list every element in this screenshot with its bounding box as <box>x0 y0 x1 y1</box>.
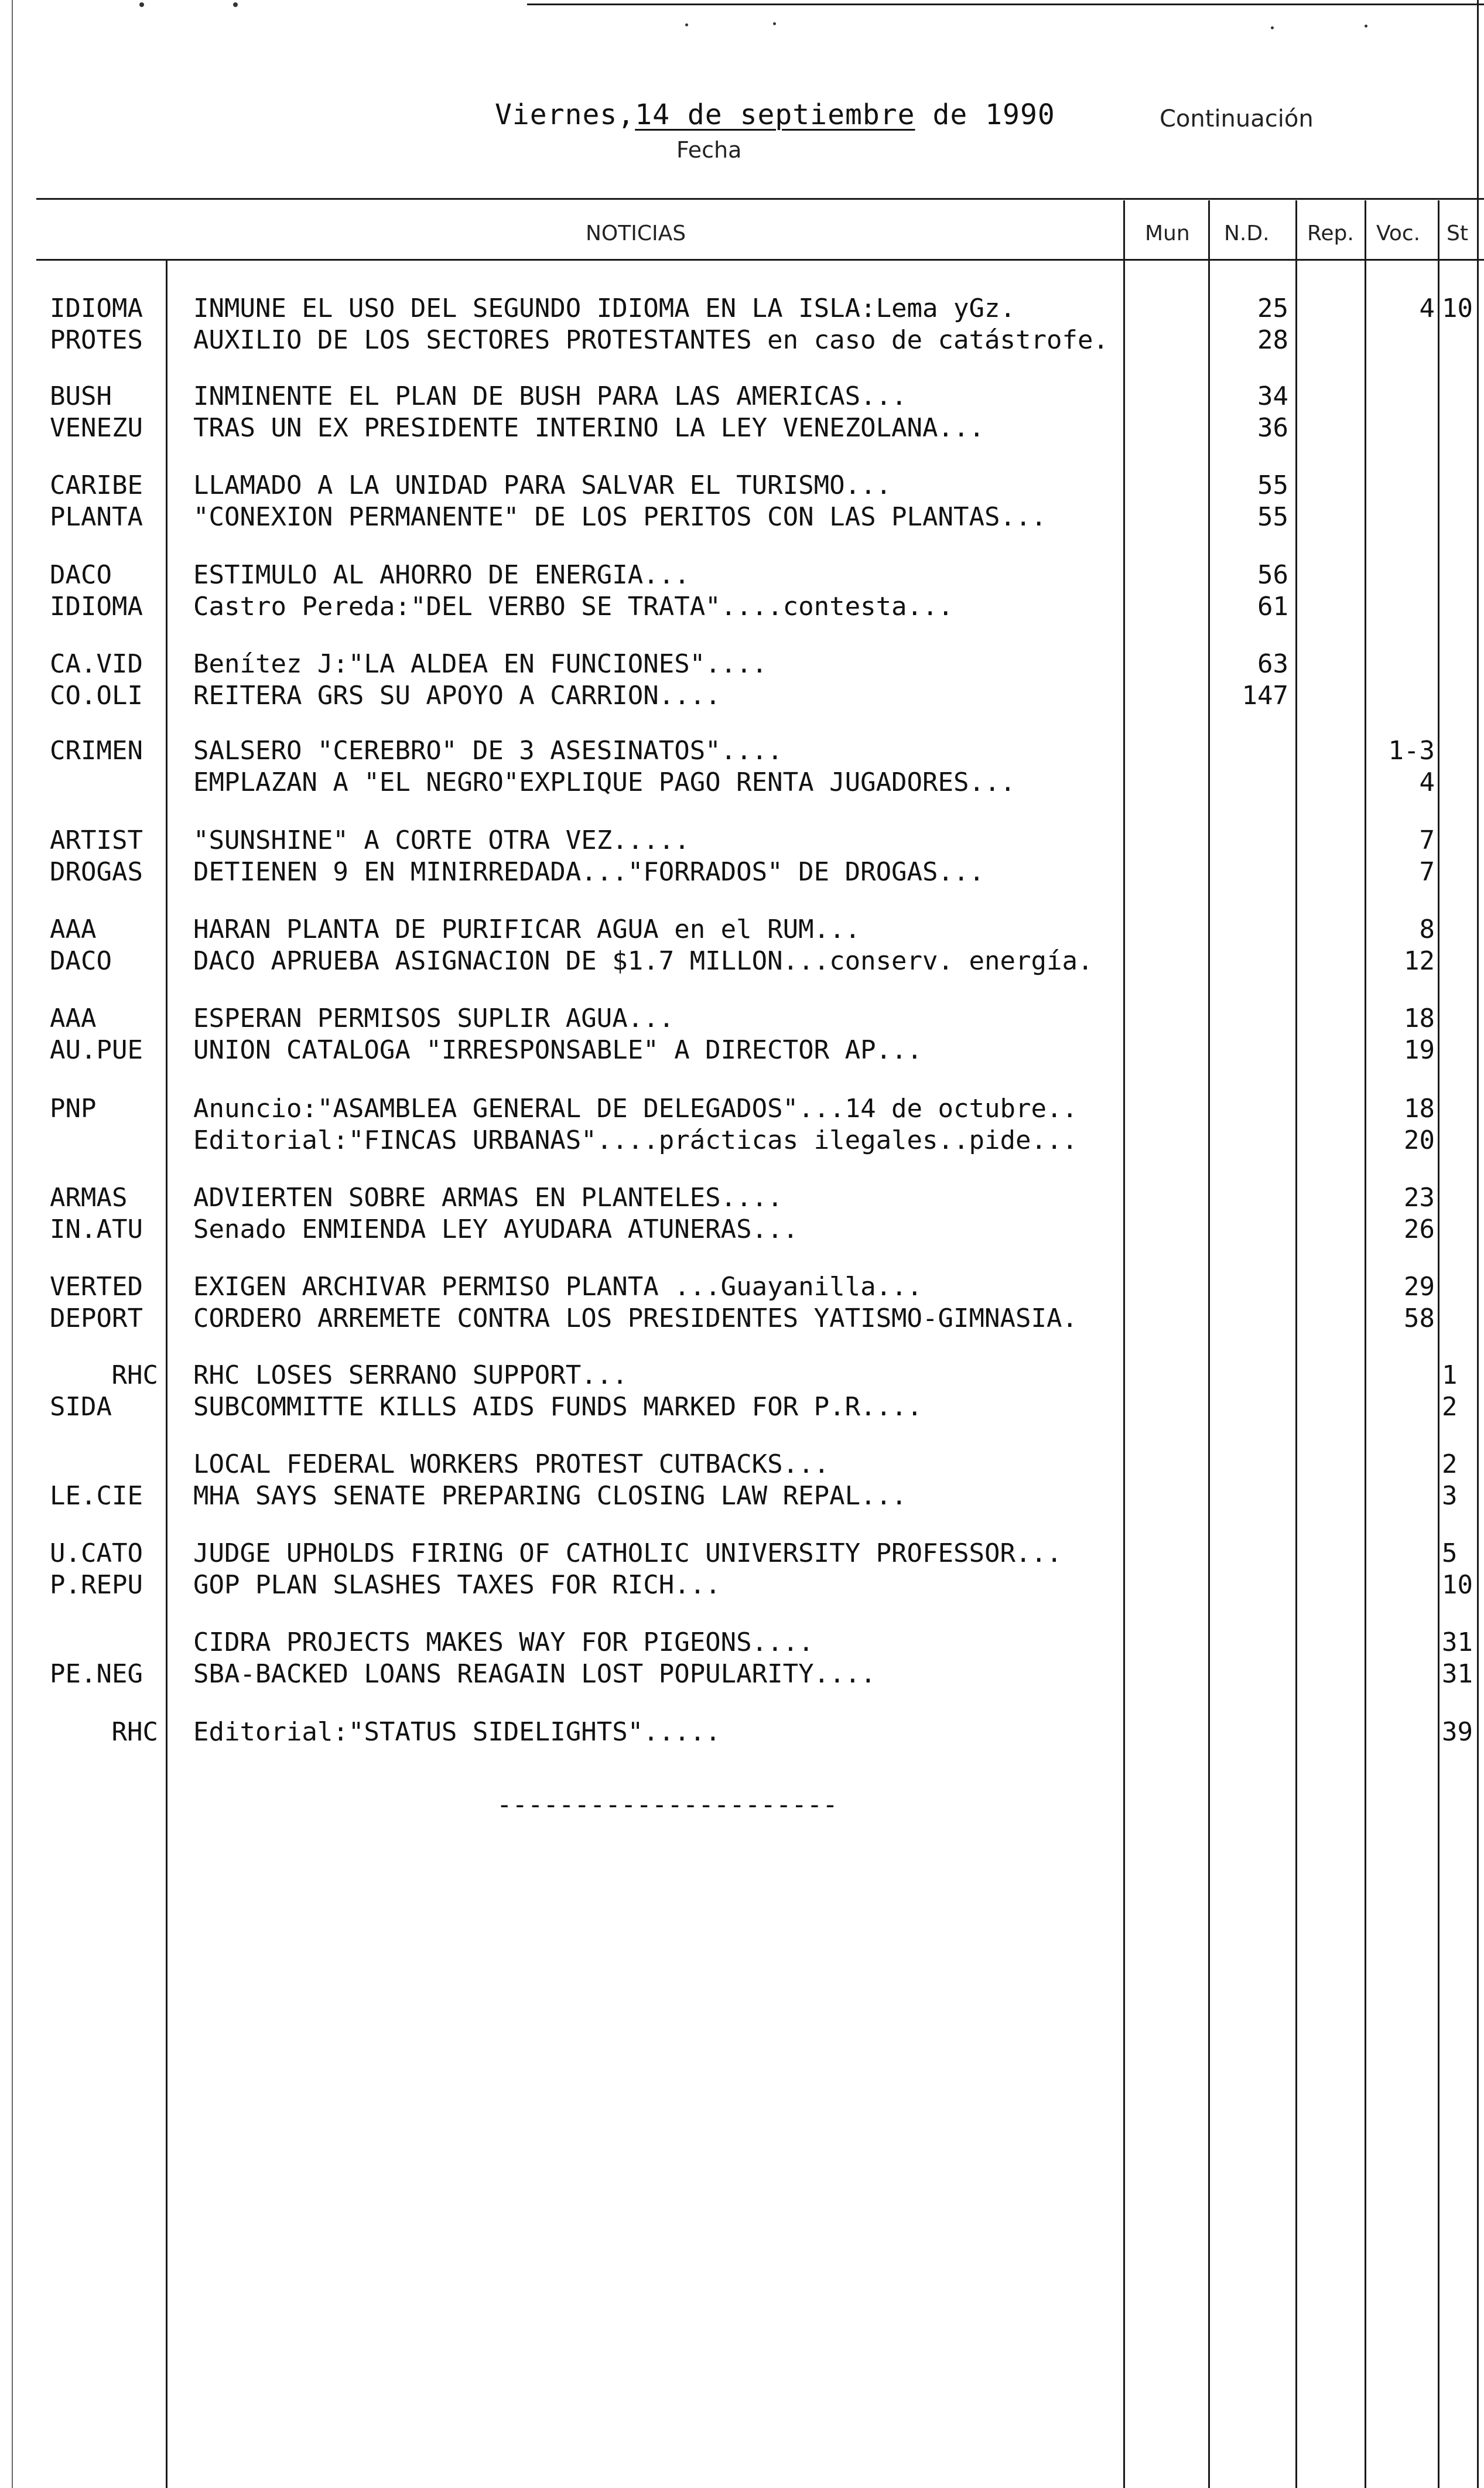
col-header-rep: Rep. <box>1307 221 1354 245</box>
row-headline: HARAN PLANTA DE PURIFICAR AGUA en el RUM... <box>193 914 861 944</box>
row-headline: Editorial:"FINCAS URBANAS"....prácticas ilegales..pide... <box>193 1125 1078 1155</box>
row-headline: Castro Pereda:"DEL VERBO SE TRATA"....contesta... <box>193 592 954 622</box>
row-voc-value: 4 <box>1419 767 1435 797</box>
row-code: AAA <box>50 1004 97 1033</box>
table-row <box>0 381 1484 412</box>
row-code: CA.VID <box>50 649 143 679</box>
row-st-value: 31 <box>1442 1627 1473 1657</box>
row-headline: SBA-BACKED LOANS REAGAIN LOST POPULARITY.... <box>193 1659 876 1689</box>
table-header-rule <box>36 259 1484 261</box>
row-voc-value: 1-3 <box>1388 736 1435 766</box>
row-code: DACO <box>50 946 112 976</box>
table-row <box>0 680 1484 712</box>
table-row <box>0 501 1484 533</box>
row-code: U.CATO <box>50 1538 143 1568</box>
col-header-voc: Voc. <box>1376 221 1421 245</box>
row-headline: TRAS UN EX PRESIDENTE INTERINO LA LEY VENEZOLANA... <box>193 413 985 443</box>
table-row <box>0 1271 1484 1303</box>
row-st-value: 2 <box>1442 1449 1458 1479</box>
row-code: IDIOMA <box>50 592 143 622</box>
row-code: DEPORT <box>50 1303 143 1333</box>
row-headline: UNION CATALOGA "IRRESPONSABLE" A DIRECTOR AP... <box>193 1035 923 1065</box>
speck <box>685 23 688 26</box>
row-voc-value: 23 <box>1404 1183 1435 1213</box>
row-voc-value: 4 <box>1419 293 1435 323</box>
row-code: PNP <box>50 1094 97 1124</box>
row-headline: INMUNE EL USO DEL SEGUNDO IDIOMA EN LA ISLA:Lema yGz. <box>193 293 1015 323</box>
row-code: RHC <box>111 1360 158 1390</box>
table-row <box>0 591 1484 623</box>
table-row <box>0 1627 1484 1658</box>
col-divider-rep <box>1295 200 1297 2488</box>
row-headline: "SUNSHINE" A CORTE OTRA VEZ..... <box>193 825 690 855</box>
row-code: DACO <box>50 560 112 590</box>
row-code: RHC <box>111 1717 158 1747</box>
row-voc-value: 18 <box>1404 1094 1435 1124</box>
table-row <box>0 1716 1484 1748</box>
table-row <box>0 1003 1484 1035</box>
row-code: PLANTA <box>50 502 143 532</box>
row-code: SIDA <box>50 1392 112 1422</box>
row-headline: DETIENEN 9 EN MINIRREDADA..."FORRADOS" DE DROGAS... <box>193 857 985 887</box>
table-row <box>0 1182 1484 1214</box>
speck <box>139 2 144 7</box>
row-code: ARTIST <box>50 825 143 855</box>
row-code: IDIOMA <box>50 293 143 323</box>
row-headline: "CONEXION PERMANENTE" DE LOS PERITOS CON LAS PLANTAS... <box>193 502 1047 532</box>
row-headline: EMPLAZAN A "EL NEGRO"EXPLIQUE PAGO RENTA JUGADORES... <box>193 767 1015 797</box>
row-voc-value: 7 <box>1419 857 1435 887</box>
row-voc-value: 7 <box>1419 825 1435 855</box>
row-headline: Benítez J:"LA ALDEA EN FUNCIONES".... <box>193 649 768 679</box>
table-row <box>0 412 1484 444</box>
speck <box>773 22 776 25</box>
row-code: IN.ATU <box>50 1214 143 1244</box>
row-st-value: 31 <box>1442 1659 1473 1689</box>
row-headline: REITERA GRS SU APOYO A CARRION.... <box>193 681 721 711</box>
row-headline: MHA SAYS SENATE PREPARING CLOSING LAW REPAL... <box>193 1481 907 1511</box>
row-voc-value: 19 <box>1404 1035 1435 1065</box>
row-nd-value: 61 <box>1257 592 1288 622</box>
table-row <box>0 856 1484 888</box>
row-headline: LOCAL FEDERAL WORKERS PROTEST CUTBACKS... <box>193 1449 830 1479</box>
header-date: Viernes,14 de septiembre de 1990 <box>495 98 1055 131</box>
col-header-nd: N.D. <box>1224 221 1270 245</box>
table-row <box>0 1449 1484 1480</box>
table-row <box>0 914 1484 946</box>
row-headline: SALSERO "CEREBRO" DE 3 ASESINATOS".... <box>193 736 783 766</box>
row-headline: Editorial:"STATUS SIDELIGHTS"..... <box>193 1717 721 1747</box>
table-row <box>0 825 1484 856</box>
row-code: BUSH <box>50 381 112 411</box>
table-row <box>0 1658 1484 1690</box>
row-nd-value: 34 <box>1257 381 1288 411</box>
row-st-value: 3 <box>1442 1481 1458 1511</box>
row-nd-value: 55 <box>1257 502 1288 532</box>
row-headline: LLAMADO A LA UNIDAD PARA SALVAR EL TURISMO... <box>193 470 892 500</box>
speck <box>233 2 238 7</box>
row-headline: ESPERAN PERMISOS SUPLIR AGUA... <box>193 1004 675 1033</box>
row-code: ARMAS <box>50 1183 128 1213</box>
table-top-rule <box>36 198 1484 200</box>
row-nd-value: 55 <box>1257 470 1288 500</box>
row-st-value: 5 <box>1442 1538 1458 1568</box>
table-row <box>0 1569 1484 1601</box>
row-voc-value: 8 <box>1419 914 1435 944</box>
row-st-value: 10 <box>1442 1570 1473 1600</box>
table-row <box>0 470 1484 501</box>
row-st-value: 2 <box>1442 1392 1458 1422</box>
row-voc-value: 26 <box>1404 1214 1435 1244</box>
row-headline: AUXILIO DE LOS SECTORES PROTESTANTES en caso de catástrofe. <box>193 325 1109 355</box>
row-headline: DACO APRUEBA ASIGNACION DE $1.7 MILLON...conserv. energía. <box>193 946 1093 976</box>
row-headline: SUBCOMMITTE KILLS AIDS FUNDS MARKED FOR P.R.... <box>193 1392 923 1422</box>
row-headline: CORDERO ARREMETE CONTRA LOS PRESIDENTES YATISMO-GIMNASIA. <box>193 1303 1078 1333</box>
row-headline: CIDRA PROJECTS MAKES WAY FOR PIGEONS.... <box>193 1627 814 1657</box>
row-code: AU.PUE <box>50 1035 143 1065</box>
row-nd-value: 28 <box>1257 325 1288 355</box>
table-row <box>0 649 1484 680</box>
row-st-value: 39 <box>1442 1717 1473 1747</box>
row-voc-value: 58 <box>1404 1303 1435 1333</box>
col-divider-st <box>1438 200 1439 2488</box>
table-row <box>0 1538 1484 1569</box>
col-header-st: St <box>1447 221 1468 245</box>
row-headline: Anuncio:"ASAMBLEA GENERAL DE DELEGADOS"...14 de octubre.. <box>193 1094 1078 1124</box>
row-code: AAA <box>50 914 97 944</box>
row-headline: RHC LOSES SERRANO SUPPORT... <box>193 1360 628 1390</box>
row-code: CRIMEN <box>50 736 143 766</box>
row-headline: Senado ENMIENDA LEY AYUDARA ATUNERAS... <box>193 1214 799 1244</box>
top-border <box>527 4 1484 5</box>
row-nd-value: 147 <box>1242 681 1288 711</box>
table-row <box>0 767 1484 798</box>
speck <box>1365 25 1367 28</box>
table-row <box>0 1360 1484 1391</box>
row-nd-value: 63 <box>1257 649 1288 679</box>
table-row <box>0 1093 1484 1125</box>
row-code: PROTES <box>50 325 143 355</box>
row-headline: ADVIERTEN SOBRE ARMAS EN PLANTELES.... <box>193 1183 783 1213</box>
row-headline: INMINENTE EL PLAN DE BUSH PARA LAS AMERICAS... <box>193 381 907 411</box>
table-row <box>0 1391 1484 1423</box>
row-code: LE.CIE <box>50 1481 143 1511</box>
row-nd-value: 56 <box>1257 560 1288 590</box>
table-row <box>0 1035 1484 1066</box>
row-nd-value: 36 <box>1257 413 1288 443</box>
row-headline: GOP PLAN SLASHES TAXES FOR RICH... <box>193 1570 721 1600</box>
row-code: CO.OLI <box>50 681 143 711</box>
row-voc-value: 12 <box>1404 946 1435 976</box>
col-header-noticias: NOTICIAS <box>586 221 686 245</box>
table-row <box>0 293 1484 325</box>
row-headline: ESTIMULO AL AHORRO DE ENERGIA... <box>193 560 690 590</box>
row-headline: EXIGEN ARCHIVAR PERMISO PLANTA ...Guayanilla... <box>193 1272 923 1302</box>
row-code: VENEZU <box>50 413 143 443</box>
table-row <box>0 1480 1484 1512</box>
table-row <box>0 735 1484 767</box>
row-code: DROGAS <box>50 857 143 887</box>
row-voc-value: 18 <box>1404 1004 1435 1033</box>
row-code: CARIBE <box>50 470 143 500</box>
table-row <box>0 946 1484 977</box>
fecha-label: Fecha <box>676 137 742 163</box>
table-row <box>0 325 1484 356</box>
col-divider-mun <box>1123 200 1125 2488</box>
speck <box>1271 26 1274 29</box>
end-separator: ---------------------- <box>497 1790 838 1820</box>
row-code: P.REPU <box>50 1570 143 1600</box>
col-header-mun: Mun <box>1145 221 1190 245</box>
row-code: PE.NEG <box>50 1659 143 1689</box>
table-row <box>0 559 1484 591</box>
row-st-value: 1 <box>1442 1360 1458 1390</box>
col-divider-voc <box>1365 200 1366 2488</box>
row-st-value: 10 <box>1442 293 1473 323</box>
row-voc-value: 20 <box>1404 1125 1435 1155</box>
row-code: VERTED <box>50 1272 143 1302</box>
continuation-label: Continuación <box>1160 105 1314 132</box>
table-row <box>0 1214 1484 1245</box>
col-divider-nd <box>1208 200 1210 2488</box>
row-nd-value: 25 <box>1257 293 1288 323</box>
table-row <box>0 1125 1484 1156</box>
table-row <box>0 1303 1484 1335</box>
row-headline: JUDGE UPHOLDS FIRING OF CATHOLIC UNIVERSITY PROFESSOR... <box>193 1538 1062 1568</box>
row-voc-value: 29 <box>1404 1272 1435 1302</box>
